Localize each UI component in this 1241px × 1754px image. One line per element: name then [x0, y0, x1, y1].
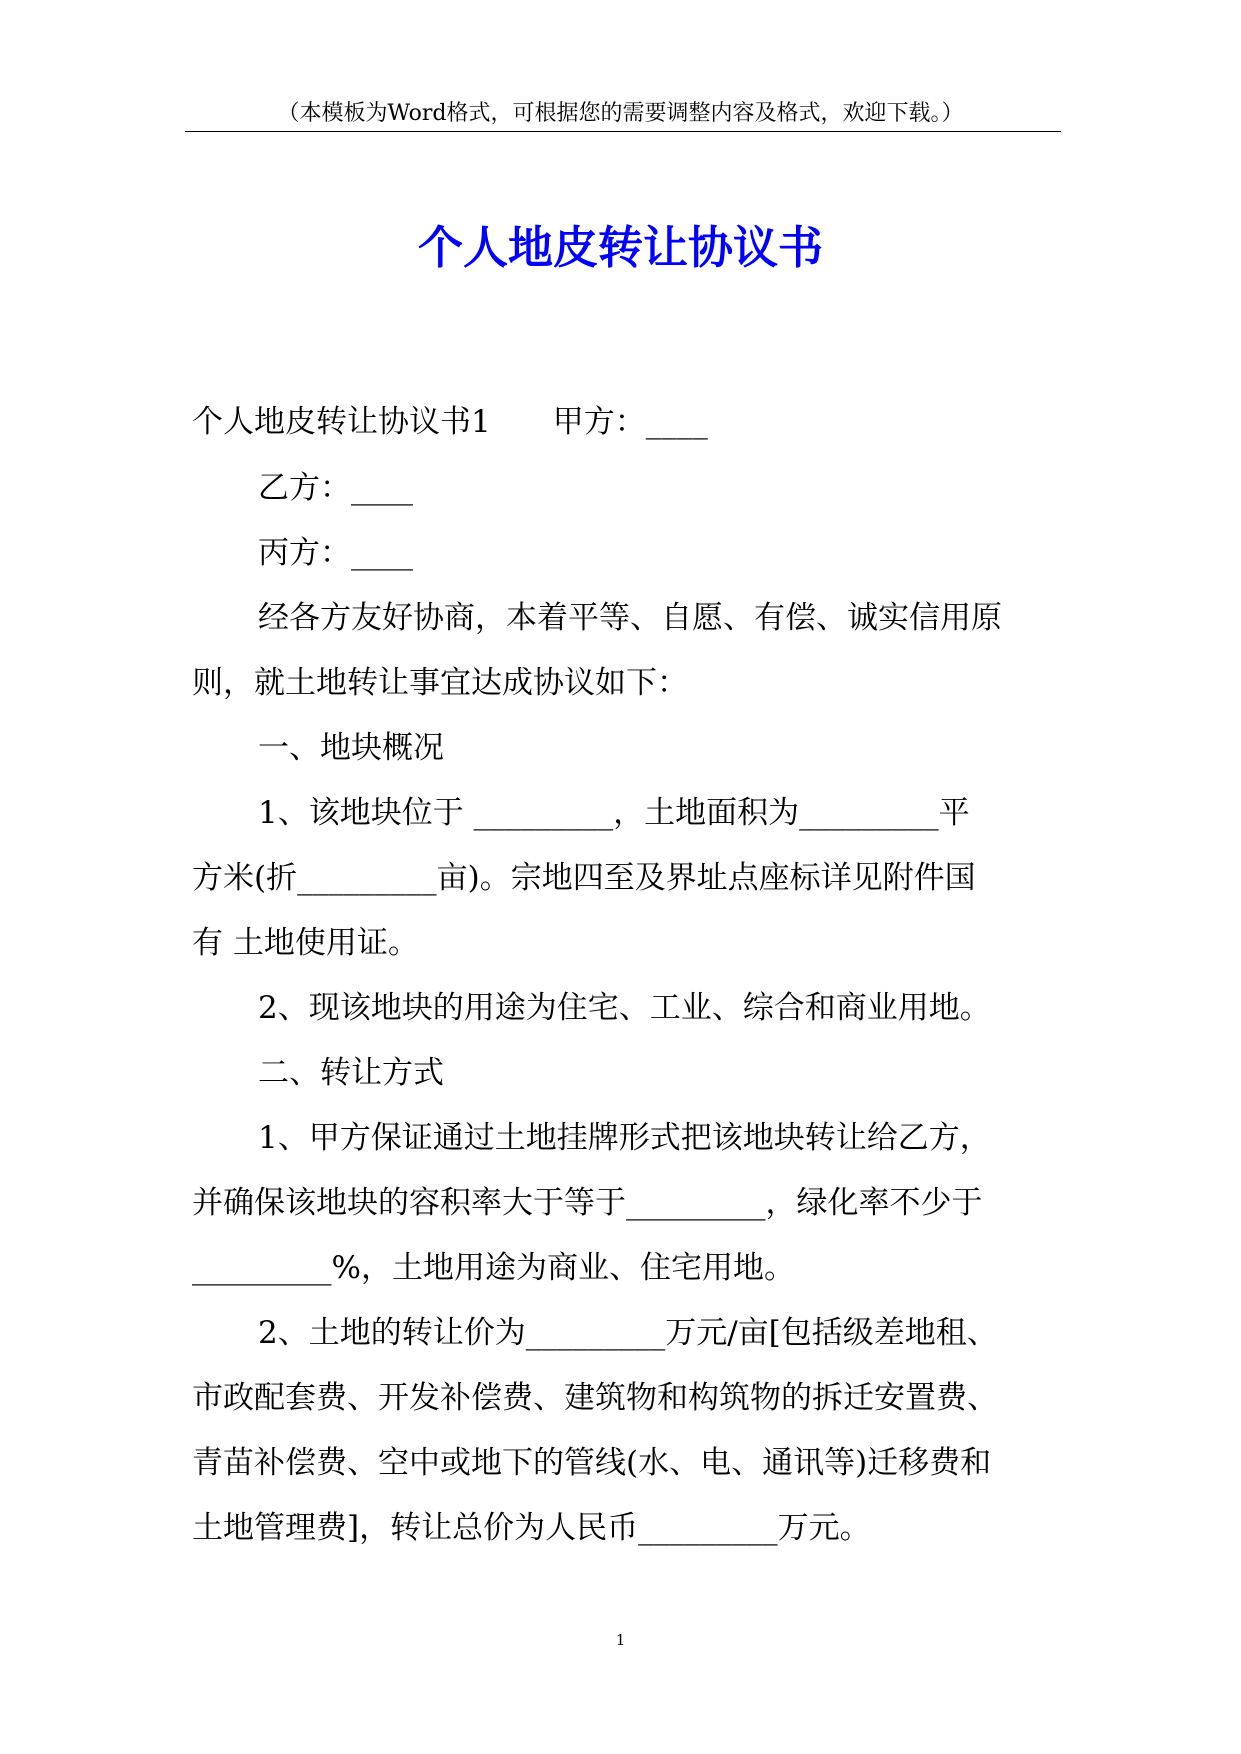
document-title: 个人地皮转让协议书	[417, 221, 823, 274]
clause-1-2: 2、现该地块的用途为住宅、工业、综合和商业用地。	[258, 990, 991, 1026]
section-heading-plot-overview: 一、地块概况	[258, 730, 444, 766]
clause-2-2-line-3: 青苗补偿费、空中或地下的管线(水、电、通讯等)迁移费和	[192, 1445, 992, 1481]
paragraph-preamble-line-2: 则，就土地转让事宜达成协议如下：	[192, 665, 688, 701]
clause-2-2-line-2: 市政配套费、开发补偿费、建筑物和构筑物的拆迁安置费、	[192, 1380, 998, 1416]
header-divider	[185, 131, 1061, 132]
page-number: 1	[615, 1631, 626, 1649]
clause-1-1-line-2: 方米(折_________亩)。宗地四至及界址点座标详见附件国	[192, 860, 976, 896]
clause-1-1-line-3: 有 土地使用证。	[192, 925, 419, 961]
header-note: （本模板为Word格式，可根据您的需要调整内容及格式，欢迎下载。）	[277, 101, 964, 126]
clause-2-2-line-4: 土地管理费]，转让总价为人民币_________万元。	[192, 1510, 871, 1546]
paragraph-parties-heading: 个人地皮转让协议书1 甲方：____	[192, 404, 708, 440]
clause-1-1-line-1: 1、该地块位于 _________，土地面积为_________平	[258, 795, 970, 831]
paragraph-party-c: 丙方：____	[258, 535, 413, 571]
clause-2-1-line-1: 1、甲方保证通过土地挂牌形式把该地块转让给乙方，	[258, 1120, 991, 1156]
paragraph-party-b: 乙方：____	[258, 470, 413, 506]
paragraph-preamble-line-1: 经各方友好协商，本着平等、自愿、有偿、诚实信用原	[258, 600, 1002, 636]
clause-2-2-line-1: 2、土地的转让价为_________万元/亩[包括级差地租、	[258, 1315, 998, 1351]
section-heading-transfer-method: 二、转让方式	[258, 1055, 444, 1091]
clause-2-1-line-2: 并确保该地块的容积率大于等于_________，绿化率不少于	[192, 1185, 983, 1221]
clause-2-1-line-3: _________%，土地用途为商业、住宅用地。	[192, 1250, 795, 1286]
